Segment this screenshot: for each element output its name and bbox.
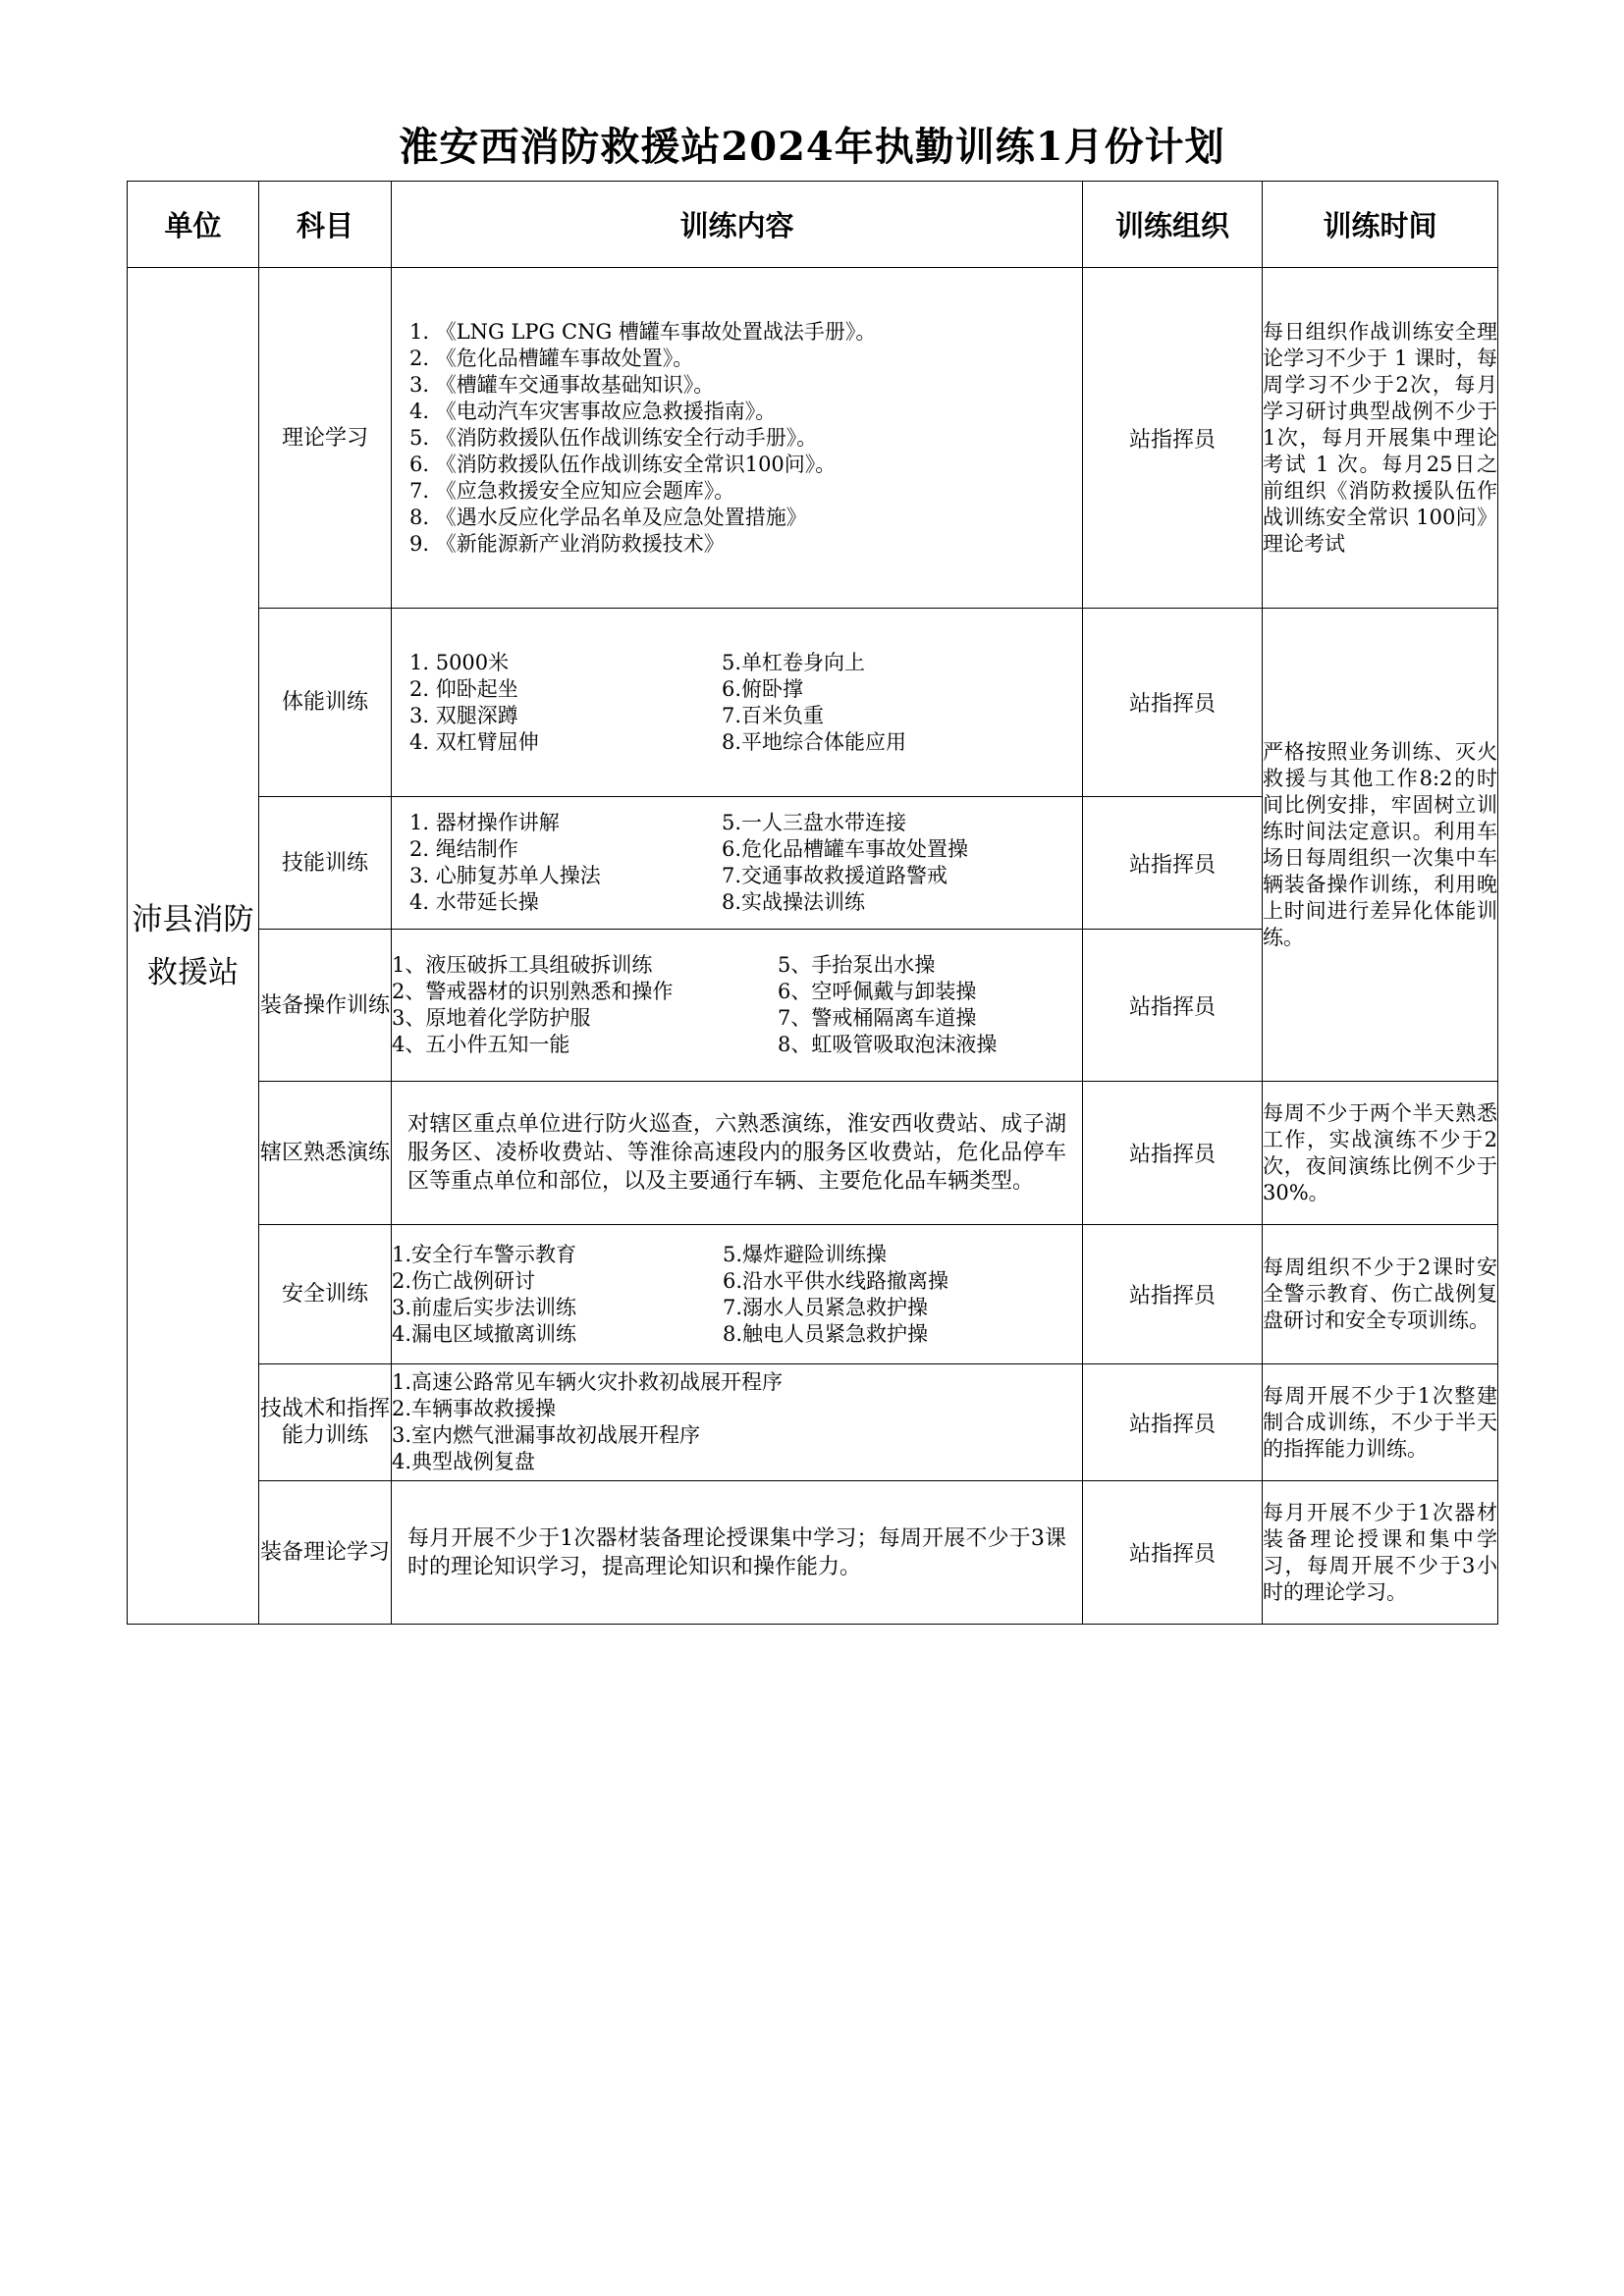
list-item: 8.平地综合体能应用 (722, 729, 907, 754)
list-item: 6.危化品槽罐车事故处置操 (722, 837, 969, 861)
list-item: 1、液压破拆工具组破拆训练 (392, 953, 653, 977)
list-item: 3. 心肺复苏单人操法 (409, 864, 601, 887)
list-item: 2. 《危化品槽罐车事故处置》。 (409, 346, 694, 370)
list-item: 7、警戒桶隔离车道操 (778, 1006, 977, 1030)
list-item: 1. 5000米 (409, 650, 510, 674)
content-safety (392, 1225, 1083, 1364)
list-item: 5. 《消防救援队伍作战训练安全行动手册》。 (409, 425, 818, 450)
list-item: 8、虹吸管吸取泡沫液操 (778, 1033, 998, 1056)
list-item: 4.典型战例复盘 (392, 1450, 536, 1473)
list-item: 8.触电人员紧急救护操 (723, 1321, 929, 1346)
content-tactics (392, 1364, 1083, 1481)
organizer-district: 站指挥员 (1083, 1082, 1263, 1225)
header-subject: 科目 (259, 182, 392, 268)
list-item: 9. 《新能源新产业消防救援技术》 (409, 531, 725, 556)
list-item: 6、空呼佩戴与卸装操 (778, 980, 977, 1003)
list-item: 4. 《电动汽车灾害事故应急救援指南》。 (409, 399, 777, 423)
list-item: 5.一人三盘水带连接 (722, 811, 907, 834)
subject-safety: 安全训练 (259, 1225, 392, 1364)
row-district (128, 1082, 1498, 1225)
list-item: 2. 绳结制作 (409, 837, 518, 861)
content-theory (392, 268, 1083, 609)
list-item: 6.沿水平供水线路撤离操 (723, 1268, 949, 1293)
list-item: 3.前虚后实步法训练 (392, 1295, 577, 1319)
header-time: 训练时间 (1263, 182, 1498, 268)
time-shared: 严格按照业务训练、灭火救援与其他工作8:2的时间比例安排，牢固树立训练时间法定意识。利用车场日每周组织一次集中车辆装备操作训练，利用晚上时间进行差异化体能训练。 (1263, 609, 1498, 1082)
list-item: 2.伤亡战例研讨 (392, 1268, 536, 1293)
subject-equipment-theory: 装备理论学习 (259, 1481, 392, 1625)
list-item: 4. 水带延长操 (409, 890, 539, 914)
content-fitness (392, 609, 1083, 797)
row-equipment-theory (128, 1481, 1498, 1625)
training-plan-table (127, 181, 1498, 1625)
content-equipment (392, 930, 1083, 1082)
content-district: 对辖区重点单位进行防火巡查，六熟悉演练，淮安西收费站、成子湖服务区、凌桥收费站、等淮徐高速段内的服务区收费站，危化品停车区等重点单位和部位，以及主要通行车辆、主要危化品车辆类型。 (392, 1082, 1083, 1225)
list-item: 2. 仰卧起坐 (409, 676, 518, 701)
content-skill (392, 797, 1083, 930)
organizer-skill: 站指挥员 (1083, 797, 1263, 930)
list-item: 1.高速公路常见车辆火灾扑救初战展开程序 (392, 1370, 784, 1394)
table-header-row (128, 182, 1498, 268)
organizer-safety: 站指挥员 (1083, 1225, 1263, 1364)
organizer-equipment-theory: 站指挥员 (1083, 1481, 1263, 1625)
time-district: 每周不少于两个半天熟悉工作，实战演练不少于2次，夜间演练比例不少于30%。 (1263, 1082, 1498, 1225)
row-safety (128, 1225, 1498, 1364)
page-title: 淮安西消防救援站2024年执勤训练1月份计划 (399, 124, 1225, 170)
list-item: 8.实战操法训练 (722, 890, 866, 914)
row-theory (128, 268, 1498, 609)
organizer-theory: 站指挥员 (1083, 268, 1263, 609)
list-item: 7.交通事故救援道路警戒 (722, 864, 948, 887)
list-item: 4、五小件五知一能 (392, 1033, 570, 1056)
list-item: 3.室内燃气泄漏事故初战展开程序 (392, 1423, 701, 1447)
subject-skill: 技能训练 (259, 797, 392, 930)
time-safety: 每周组织不少于2课时安全警示教育、伤亡战例复盘研讨和安全专项训练。 (1263, 1225, 1498, 1364)
organizer-tactics: 站指挥员 (1083, 1364, 1263, 1481)
content-equipment-theory: 每月开展不少于1次器材装备理论授课集中学习；每周开展不少于3课时的理论知识学习，提高理论知识和操作能力。 (392, 1481, 1083, 1625)
list-item: 3. 《槽罐车交通事故基础知识》。 (409, 372, 715, 397)
list-item: 5.单杠卷身向上 (722, 650, 866, 674)
list-item: 5.爆炸避险训练操 (723, 1242, 888, 1266)
list-item: 4.漏电区域撤离训练 (392, 1321, 577, 1346)
time-theory: 每日组织作战训练安全理论学习不少于 1 课时，每周学习不少于2次，每月学习研讨典型战例不少于1次，每月开展集中理论考试 1 次。每月25日之前组织《消防救援队伍作战训练安全常识 100问》理论考试 (1263, 268, 1498, 609)
header-organizer: 训练组织 (1083, 182, 1263, 268)
subject-tactics: 技战术和指挥能力训练 (259, 1364, 392, 1481)
row-tactics (128, 1364, 1498, 1481)
subject-fitness: 体能训练 (259, 609, 392, 797)
list-item: 7.百米负重 (722, 703, 825, 727)
list-item: 8. 《遇水反应化学品名单及应急处置措施》 (409, 505, 807, 529)
unit-cell: 沛县消防救援站 (128, 268, 259, 1625)
subject-equipment: 装备操作训练 (259, 930, 392, 1082)
list-item: 3、原地着化学防护服 (392, 1006, 591, 1030)
list-item: 1. 《LNG LPG CNG 槽罐车事故处置战法手册》。 (409, 319, 877, 344)
list-item: 3. 双腿深蹲 (409, 703, 518, 727)
subject-district: 辖区熟悉演练 (259, 1082, 392, 1225)
list-item: 6. 《消防救援队伍作战训练安全常识100问》。 (409, 452, 837, 476)
list-item: 4. 双杠臂屈伸 (409, 729, 539, 754)
list-item: 2、警戒器材的识别熟悉和操作 (392, 980, 674, 1003)
list-item: 1.安全行车警示教育 (392, 1242, 577, 1266)
time-equipment-theory: 每月开展不少于1次器材装备理论授课和集中学习，每周开展不少于3小时的理论学习。 (1263, 1481, 1498, 1625)
list-item: 6.俯卧撑 (722, 676, 804, 701)
subject-theory: 理论学习 (259, 268, 392, 609)
list-item: 7.溺水人员紧急救护操 (723, 1295, 929, 1319)
organizer-equipment: 站指挥员 (1083, 930, 1263, 1082)
header-unit: 单位 (128, 182, 259, 268)
time-tactics: 每周开展不少于1次整建制合成训练，不少于半天的指挥能力训练。 (1263, 1364, 1498, 1481)
header-content: 训练内容 (392, 182, 1083, 268)
list-item: 2.车辆事故救援操 (392, 1397, 557, 1420)
organizer-fitness: 站指挥员 (1083, 609, 1263, 797)
list-item: 7. 《应急救援安全应知应会题库》。 (409, 478, 735, 503)
list-item: 1. 器材操作讲解 (409, 811, 560, 834)
row-fitness (128, 609, 1498, 797)
list-item: 5、手抬泵出水操 (778, 953, 936, 977)
